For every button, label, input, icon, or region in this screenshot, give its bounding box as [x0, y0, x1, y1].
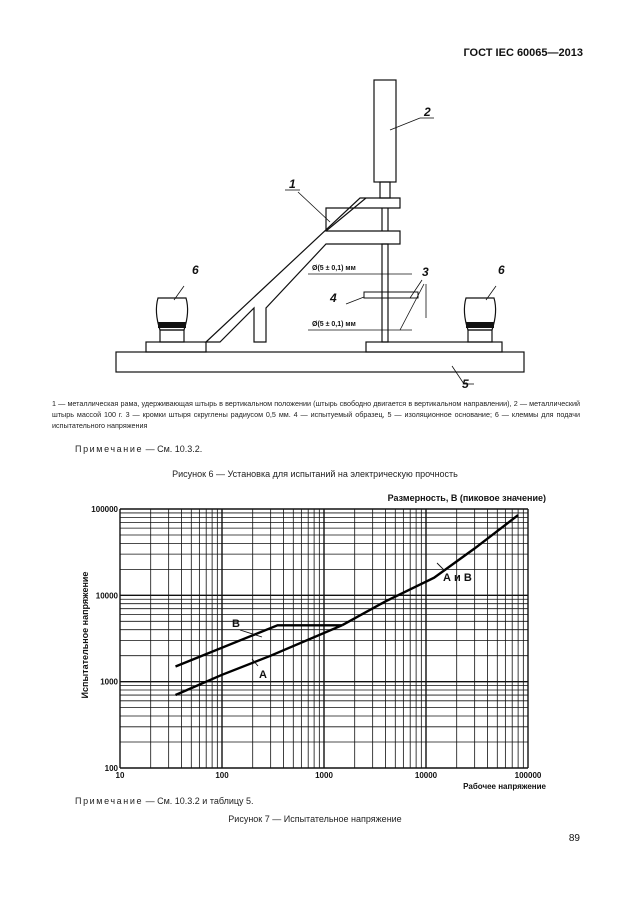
callout-6-left: 6: [192, 263, 199, 277]
dimension-lower: Ø(5 ± 0,1) мм: [312, 321, 356, 328]
callout-5: 5: [462, 377, 469, 391]
metal-frame: [206, 198, 400, 342]
callout-1: 1: [289, 177, 296, 191]
top-axis-label: Размерность, В (пиковое значение): [387, 493, 546, 503]
test-sample: [364, 292, 418, 298]
x-tick-label: 100: [215, 771, 229, 780]
x-tick-label: 10000: [414, 771, 438, 780]
chart-series-labels: [232, 563, 472, 681]
dimension-upper: Ø(5 ± 0,1) мм: [312, 265, 356, 272]
test-voltage-chart: [0, 485, 630, 795]
callout-3: 3: [422, 265, 429, 279]
electrode-pad-right: [366, 342, 502, 352]
series-label-2: A: [259, 669, 267, 681]
chart-series: [176, 515, 519, 695]
test-setup-drawing: [0, 0, 630, 400]
x-tick-label: 100000: [514, 771, 542, 780]
x-tick-label: 1000: [315, 771, 333, 780]
callout-2: 2: [424, 105, 431, 119]
note-label-2: Примечание: [75, 796, 144, 806]
figure6-legend: 1 — металлическая рама, удерживающая штырь в вертикальном положении (штырь свободно двигается в вертикальном направлении), 2 — металлический штырь массой 100 г. 3 — кромки штыря скруглены радиусом 0,5 мм. 4 — испытуемый образец, 5 — изоляционное основание; 6 — клеммы для подачи испытательного напряжения: [52, 399, 580, 430]
chart-grid: [120, 509, 528, 768]
electrode-pad-left: [146, 342, 206, 352]
metal-pin: [374, 80, 396, 182]
y-tick-label: 10000: [95, 591, 118, 601]
note-label: Примечание: [75, 444, 144, 454]
figure7-note: [75, 796, 254, 806]
y-tick-label: 100000: [91, 505, 118, 514]
page-number: 89: [568, 833, 580, 844]
figure6-note: [75, 444, 202, 454]
figure7-caption: Рисунок 7 — Испытательное напряжение: [228, 814, 402, 824]
note-text-2: — См. 10.3.2 и таблицу 5.: [143, 796, 254, 806]
y-tick-label: 100: [104, 764, 118, 773]
x-axis-label: Рабочее напряжение: [463, 782, 546, 791]
series-label-1: B: [232, 618, 240, 630]
callout-6-right: 6: [498, 263, 505, 277]
y-tick-label: 1000: [100, 677, 118, 687]
x-tick-label: 10: [115, 771, 125, 780]
document-code: ГОСТ IEC 60065—2013: [463, 47, 583, 59]
series-label-leader: [437, 563, 445, 571]
callout-4: 4: [330, 291, 337, 305]
note-text: — См. 10.3.2.: [143, 444, 203, 454]
figure6-caption: Рисунок 6 — Установка для испытаний на электрическую прочность: [172, 469, 458, 479]
insulating-base: [116, 352, 524, 372]
y-axis-label: Испытательное напряжение: [80, 571, 90, 699]
series-label-3: А и В: [443, 572, 472, 584]
